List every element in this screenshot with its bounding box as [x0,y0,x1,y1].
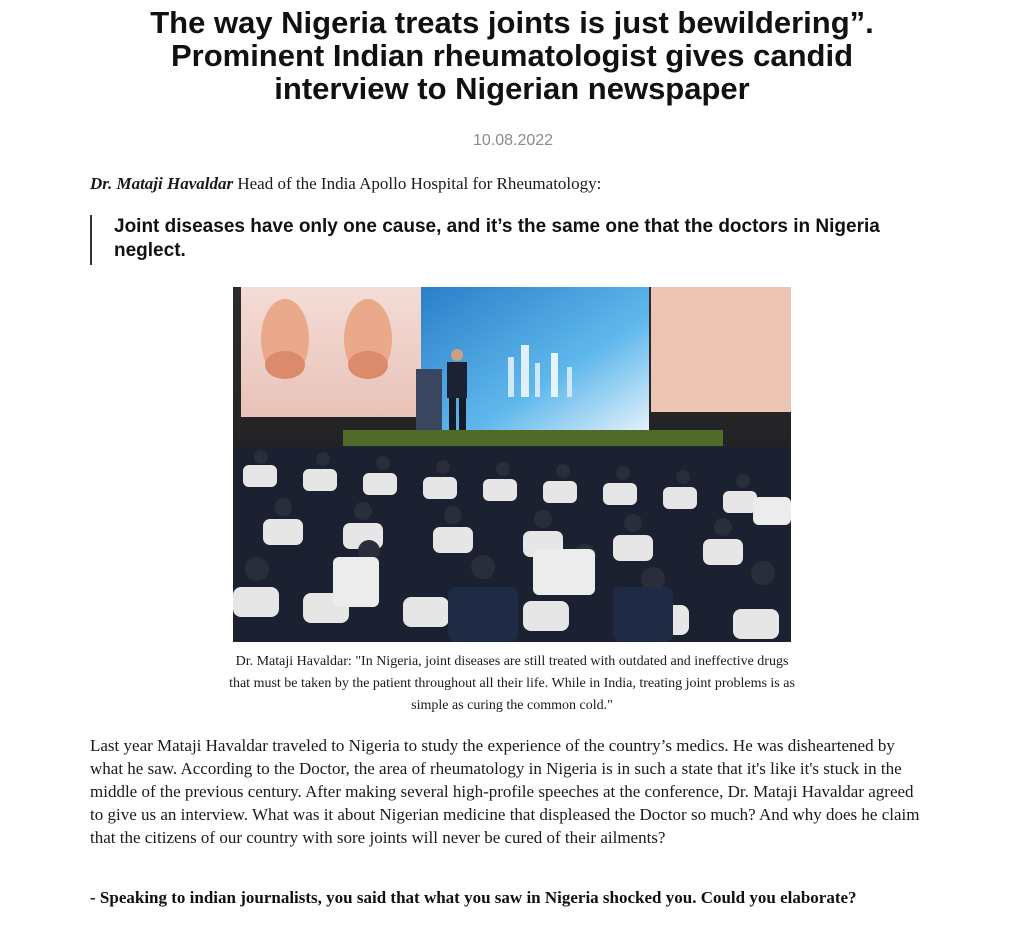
podium [416,369,442,435]
byline-role: Head of the India Apollo Hospital for Rheumatology: [237,174,602,193]
interview-question: - Speaking to indian journalists, you said that what you saw in Nigeria shocked you. Could you elaborate? [90,888,857,907]
article-body: Last year Mataji Havaldar traveled to Nigeria to study the experience of the country’s medics. He was disheartened by what he saw. According to the Doctor, the area of rheumatology in Nigeria is in such a state that it's like it's stuck in the middle of the previous century. After making several high-profile speeches at the conference, Dr. Mataji Havaldar agreed to give us an interview. What was it about Nigerian medicine that displeased the Doctor so much? And why does he claim that the citizens of our country with sore joints will never be cured of their ailments? [90,736,920,847]
publish-date: 10.08.2022 [472,132,554,149]
byline-author: Dr. Mataji Havaldar [90,174,234,193]
byline [90,174,930,194]
right-screen [651,287,791,412]
pull-quote: Joint diseases have only one cause, and it’s the same one that the doctors in Nigeria neglect. [90,215,910,265]
photo-caption: Dr. Mataji Havaldar: "In Nigeria, joint diseases are still treated with outdated and ineffective drugs that must be taken by the patient throughout all their life. While in India, treating joint problems is as simple as curing the common cold." [229,654,795,713]
speaker [447,362,467,398]
conference-photo [233,287,791,642]
article-headline: The way Nigeria treats joints is just bewildering”. Prominent Indian rheumatologist gives candid interview to Nigerian newspaper [150,5,874,106]
